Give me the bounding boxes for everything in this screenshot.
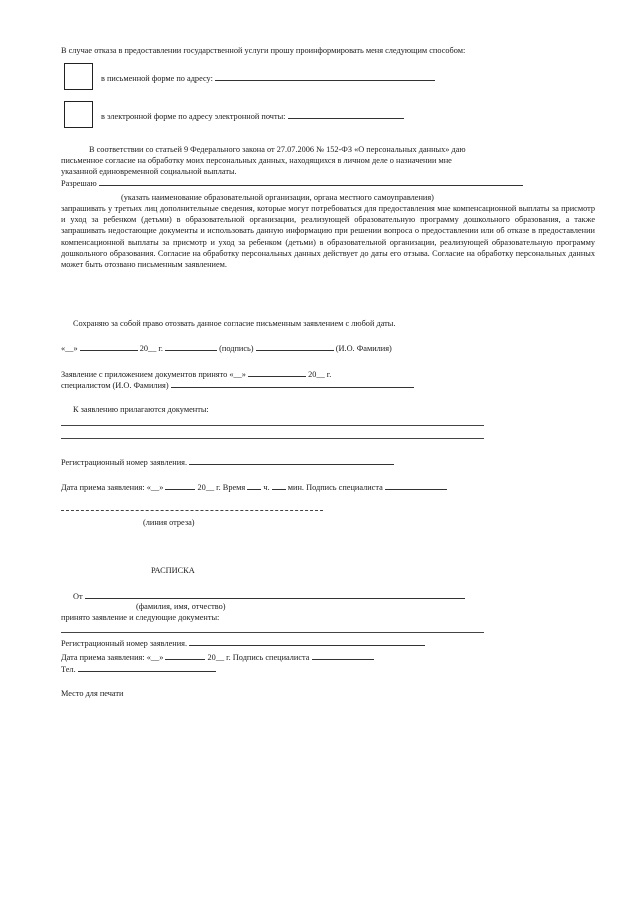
consent-line-3: указанной единовременной социальной выплаты. — [61, 167, 237, 176]
accepted-specialist-field[interactable] — [171, 379, 414, 388]
registration-date-row — [61, 481, 447, 493]
allow-organization-field[interactable] — [99, 177, 523, 186]
sig-sign-label: (подпись) — [219, 344, 254, 353]
receipt-date-label: Дата приема заявления: «__» — [61, 653, 164, 662]
accepted-month-field[interactable] — [248, 368, 306, 377]
registration-number-field[interactable] — [189, 456, 394, 465]
paper-option-row — [101, 72, 435, 84]
accepted-text: Заявление с приложением документов принято «__» — [61, 370, 246, 379]
registration-minutes-field[interactable] — [272, 481, 286, 490]
receipt-title: РАСПИСКА — [151, 566, 195, 575]
sig-signature-field[interactable] — [165, 342, 217, 351]
email-option-label: в электронной форме по адресу электронной почты: — [101, 112, 286, 121]
cut-line — [61, 510, 323, 511]
registration-number-label: Регистрационный номер заявления. — [61, 458, 188, 467]
consent-body: запрашивать у третьих лиц дополнительные сведения, которые могут потребоваться для предоставления мне компенсационной выплаты за присмотр и уход за ребенком (детьми) в образовательной организации, реализующей образовательную программу дошкольного образования, а также запрашивать недостающие документы и использовать данную информацию при решении вопроса о предоставлении или об отказе в предоставлении компенсационной выплаты за присмотр и уход за ребенком (детьми) в образовательной организации, реализующей образовательную программу дошкольного образования. Согласие на обработку персональных данных действует до даты его отзыва. Согласие на обработку персональных данных может быть отозвано письменным заявлением. — [61, 204, 595, 270]
accepted-row-2 — [61, 379, 414, 391]
receipt-accepted: принято заявление и следующие документы: — [61, 613, 220, 622]
allow-row — [61, 177, 523, 189]
accepted-specialist-label: специалистом (И.О. Фамилия) — [61, 381, 169, 390]
receipt-specialist-field[interactable] — [312, 651, 374, 660]
signature-row — [61, 342, 392, 354]
email-option-checkbox[interactable] — [64, 101, 93, 128]
email-address-field[interactable] — [288, 110, 404, 119]
receipt-stamp-label: Место для печати — [61, 689, 124, 698]
sig-year: 20__ г. — [139, 344, 163, 353]
attachments-label: К заявлению прилагаются документы: — [73, 405, 209, 414]
sig-day: «__» — [61, 344, 78, 353]
receipt-year-specialist: 20__ г. Подпись специалиста — [207, 653, 310, 662]
registration-specialist-label: Подпись специалиста — [306, 483, 383, 492]
receipt-from-field[interactable] — [85, 590, 465, 599]
receipt-phone-row — [61, 663, 216, 675]
sig-month-field[interactable] — [80, 342, 138, 351]
receipt-phone-field[interactable] — [78, 663, 216, 672]
registration-year-time: 20__ г. Время — [197, 483, 246, 492]
sig-name-field[interactable] — [256, 342, 334, 351]
registration-hours-label: ч. — [263, 483, 270, 492]
registration-date-label: Дата приема заявления: «__» — [61, 483, 164, 492]
paper-address-field[interactable] — [215, 72, 435, 81]
allow-hint: (указать наименование образовательной организации, органа местного самоуправления) — [121, 193, 434, 202]
consent-line-2: письменное согласие на обработку моих персональных данных, находящихся в личном деле о назначении мне — [61, 156, 452, 165]
registration-hours-field[interactable] — [247, 481, 261, 490]
refusal-intro: В случае отказа в предоставлении государственной услуги прошу проинформировать меня следующим способом: — [61, 46, 466, 55]
receipt-date-row — [61, 651, 374, 663]
accepted-year: 20__ г. — [308, 370, 332, 379]
receipt-from-row — [73, 590, 465, 602]
receipt-month-field[interactable] — [165, 651, 205, 660]
email-option-row — [101, 110, 404, 122]
cut-line-label: (линия отреза) — [143, 518, 195, 527]
attachments-line-2[interactable] — [61, 438, 484, 439]
paper-option-checkbox[interactable] — [64, 63, 93, 90]
consent-reserve: Сохраняю за собой право отозвать данное согласие письменным заявлением с любой даты. — [73, 319, 396, 328]
receipt-from-label: От — [73, 592, 83, 601]
sig-name-label: (И.О. Фамилия) — [335, 344, 392, 353]
paper-option-label: в письменной форме по адресу: — [101, 74, 213, 83]
allow-label: Разрешаю — [61, 179, 97, 188]
consent-line-1: В соответствии со статьей 9 Федерального закона от 27.07.2006 № 152-ФЗ «О персональных данных» даю — [89, 145, 466, 154]
receipt-from-hint: (фамилия, имя, отчество) — [136, 602, 226, 611]
registration-number-row — [61, 456, 394, 468]
receipt-number-label: Регистрационный номер заявления. — [61, 639, 188, 648]
receipt-number-row — [61, 637, 425, 649]
registration-minutes-label: мин. — [287, 483, 305, 492]
registration-month-field[interactable] — [165, 481, 195, 490]
receipt-documents-line[interactable] — [61, 632, 484, 633]
registration-specialist-field[interactable] — [385, 481, 447, 490]
receipt-number-field[interactable] — [189, 637, 425, 646]
receipt-phone-label: Тел. — [61, 665, 76, 674]
attachments-line-1[interactable] — [61, 425, 484, 426]
